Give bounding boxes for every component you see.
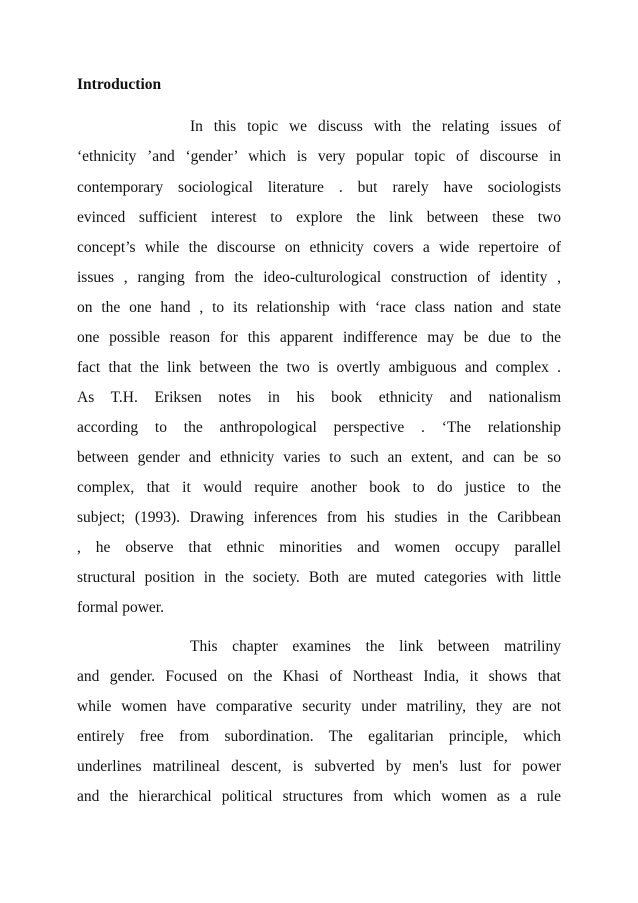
paragraph-1-line-3: contemporary sociological literature . but rarely have sociologists [77,179,561,196]
paragraph-1-line-16: structural position in the society. Both are muted categories with little [77,569,561,586]
paragraph-1-line-15: , he observe that ethnic minorities and women occupy parallel [77,539,561,556]
paragraph-1-line-11: according to the anthropological perspective . ‘The relationship [77,419,561,436]
paragraph-2-line-1: This chapter examines the link between matriliny [190,638,561,655]
paragraph-1-line-6: issues , ranging from the ideo-culturological construction of identity , [77,269,561,286]
paragraph-1-line-5: concept’s while the discourse on ethnicity covers a wide repertoire of [77,239,561,256]
paragraph-1-line-2: ‘ethnicity ’and ‘gender’ which is very popular topic of discourse in [77,148,561,165]
paragraph-1-line-17: formal power. [77,599,164,616]
paragraph-2-line-3: while women have comparative security under matriliny, they are not [77,698,561,715]
paragraph-1-line-14: subject; (1993). Drawing inferences from his studies in the Caribbean [77,509,561,526]
paragraph-1-line-7: on the one hand , to its relationship with ‘race class nation and state [77,299,561,316]
section-heading: Introduction [77,76,162,93]
paragraph-2-line-4: entirely free from subordination. The egalitarian principle, which [77,728,561,745]
paragraph-2-line-6: and the hierarchical political structures from which women as a rule [77,788,561,805]
paragraph-1-line-1: In this topic we discuss with the relating issues of [190,118,561,135]
paragraph-1-line-8: one possible reason for this apparent indifference may be due to the [77,329,561,346]
paragraph-1-line-9: fact that the link between the two is overtly ambiguous and complex . [77,359,561,376]
paragraph-2-line-5: underlines matrilineal descent, is subverted by men's lust for power [77,758,561,775]
paragraph-1-line-12: between gender and ethnicity varies to such an extent, and can be so [77,449,561,466]
paragraph-1-line-10: As T.H. Eriksen notes in his book ethnicity and nationalism [77,389,561,406]
paragraph-1-line-4: evinced sufficient interest to explore the link between these two [77,209,561,226]
paragraph-2-line-2: and gender. Focused on the Khasi of Northeast India, it shows that [77,668,561,685]
paragraph-1-line-13: complex, that it would require another book to do justice to the [77,479,561,496]
